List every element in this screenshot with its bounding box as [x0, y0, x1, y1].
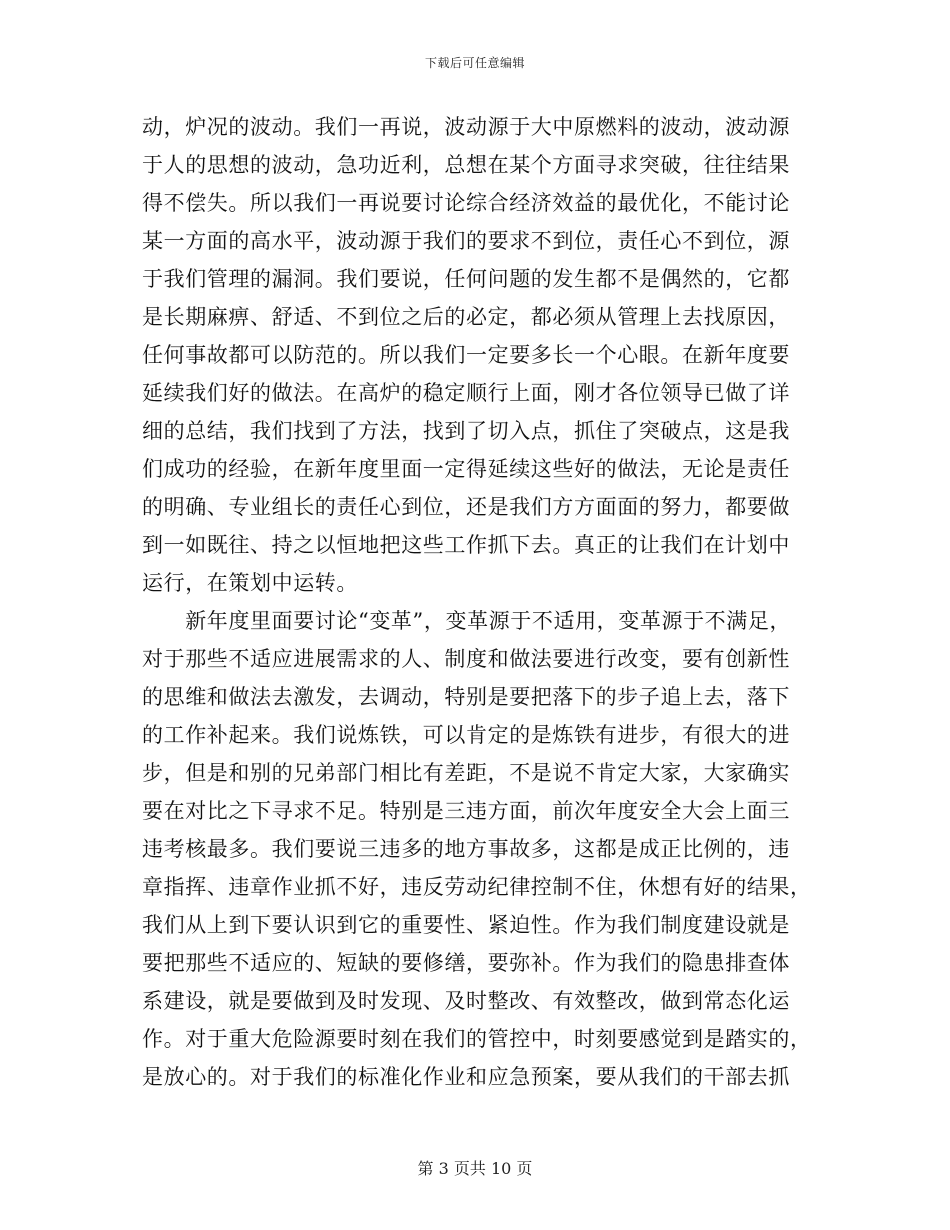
text-line: 得不偿失。所以我们一再说要讨论综合经济效益的最优化，不能讨论 [142, 191, 790, 215]
text-line: 是放心的。对于我们的标准化作业和应急预案，要从我们的干部去抓 [142, 1065, 790, 1089]
text-line: 任何事故都可以防范的。所以我们一定要多长一个心眼。在新年度要 [142, 343, 790, 367]
page-number-footer: 第 3 页共 10 页 [417, 1159, 533, 1178]
text-line: 延续我们好的做法。在高炉的稳定顺行上面，刚才各位领导已做了详 [142, 381, 790, 405]
text-line: 要在对比之下寻求不足。特别是三违方面，前次年度安全大会上面三 [142, 799, 790, 823]
document-body [142, 108, 812, 1096]
text-line: 步，但是和别的兄弟部门相比有差距，不是说不肯定大家，大家确实 [142, 761, 790, 785]
text-line: 我们从上到下要认识到它的重要性、紧迫性。作为我们制度建设就是 [142, 913, 790, 937]
text-line: 动，炉况的波动。我们一再说，波动源于大中原燃料的波动，波动源 [142, 115, 790, 139]
text-line: 对于那些不适应进展需求的人、制度和做法要进行改变，要有创新性 [142, 647, 790, 671]
text-line: 系建设，就是要做到及时发现、及时整改、有效整改，做到常态化运 [142, 989, 790, 1013]
text-line: 是长期麻痹、舒适、不到位之后的必定，都必须从管理上去找原因， [142, 305, 790, 329]
text-line: 到一如既往、持之以恒地把这些工作抓下去。真正的让我们在计划中 [142, 533, 790, 557]
text-line: 们成功的经验，在新年度里面一定得延续这些好的做法，无论是责任 [142, 457, 790, 481]
text-line: 的明确、专业组长的责任心到位，还是我们方方面面的努力，都要做 [142, 495, 790, 519]
text-line: 要把那些不适应的、短缺的要修缮，要弥补。作为我们的隐患排查体 [142, 951, 790, 975]
text-line: 违考核最多。我们要说三违多的地方事故多，这都是成正比例的，违 [142, 837, 790, 861]
text-line: 章指挥、违章作业抓不好，违反劳动纪律控制不住，休想有好的结果， [142, 875, 812, 899]
text-line: 运行，在策划中运转。 [142, 571, 358, 595]
text-line: 于我们管理的漏洞。我们要说，任何问题的发生都不是偶然的，它都 [142, 267, 790, 291]
text-line: 的工作补起来。我们说炼铁，可以肯定的是炼铁有进步，有很大的进 [142, 723, 790, 747]
text-line: 的思维和做法去激发，去调动，特别是要把落下的步子追上去，落下 [142, 685, 790, 709]
text-line: 于人的思想的波动，急功近利，总想在某个方面寻求突破，往往结果 [142, 153, 790, 177]
text-line: 新年度里面要讨论“变革”，变革源于不适用，变革源于不满足， [142, 609, 792, 633]
text-line: 作。对于重大危险源要时刻在我们的管控中，时刻要感觉到是踏实的， [142, 1027, 812, 1051]
text-line: 某一方面的高水平，波动源于我们的要求不到位，责任心不到位，源 [142, 229, 790, 253]
page-header: 下载后可任意编辑 [424, 56, 525, 70]
text-line: 细的总结，我们找到了方法，找到了切入点，抓住了突破点，这是我 [142, 419, 790, 443]
